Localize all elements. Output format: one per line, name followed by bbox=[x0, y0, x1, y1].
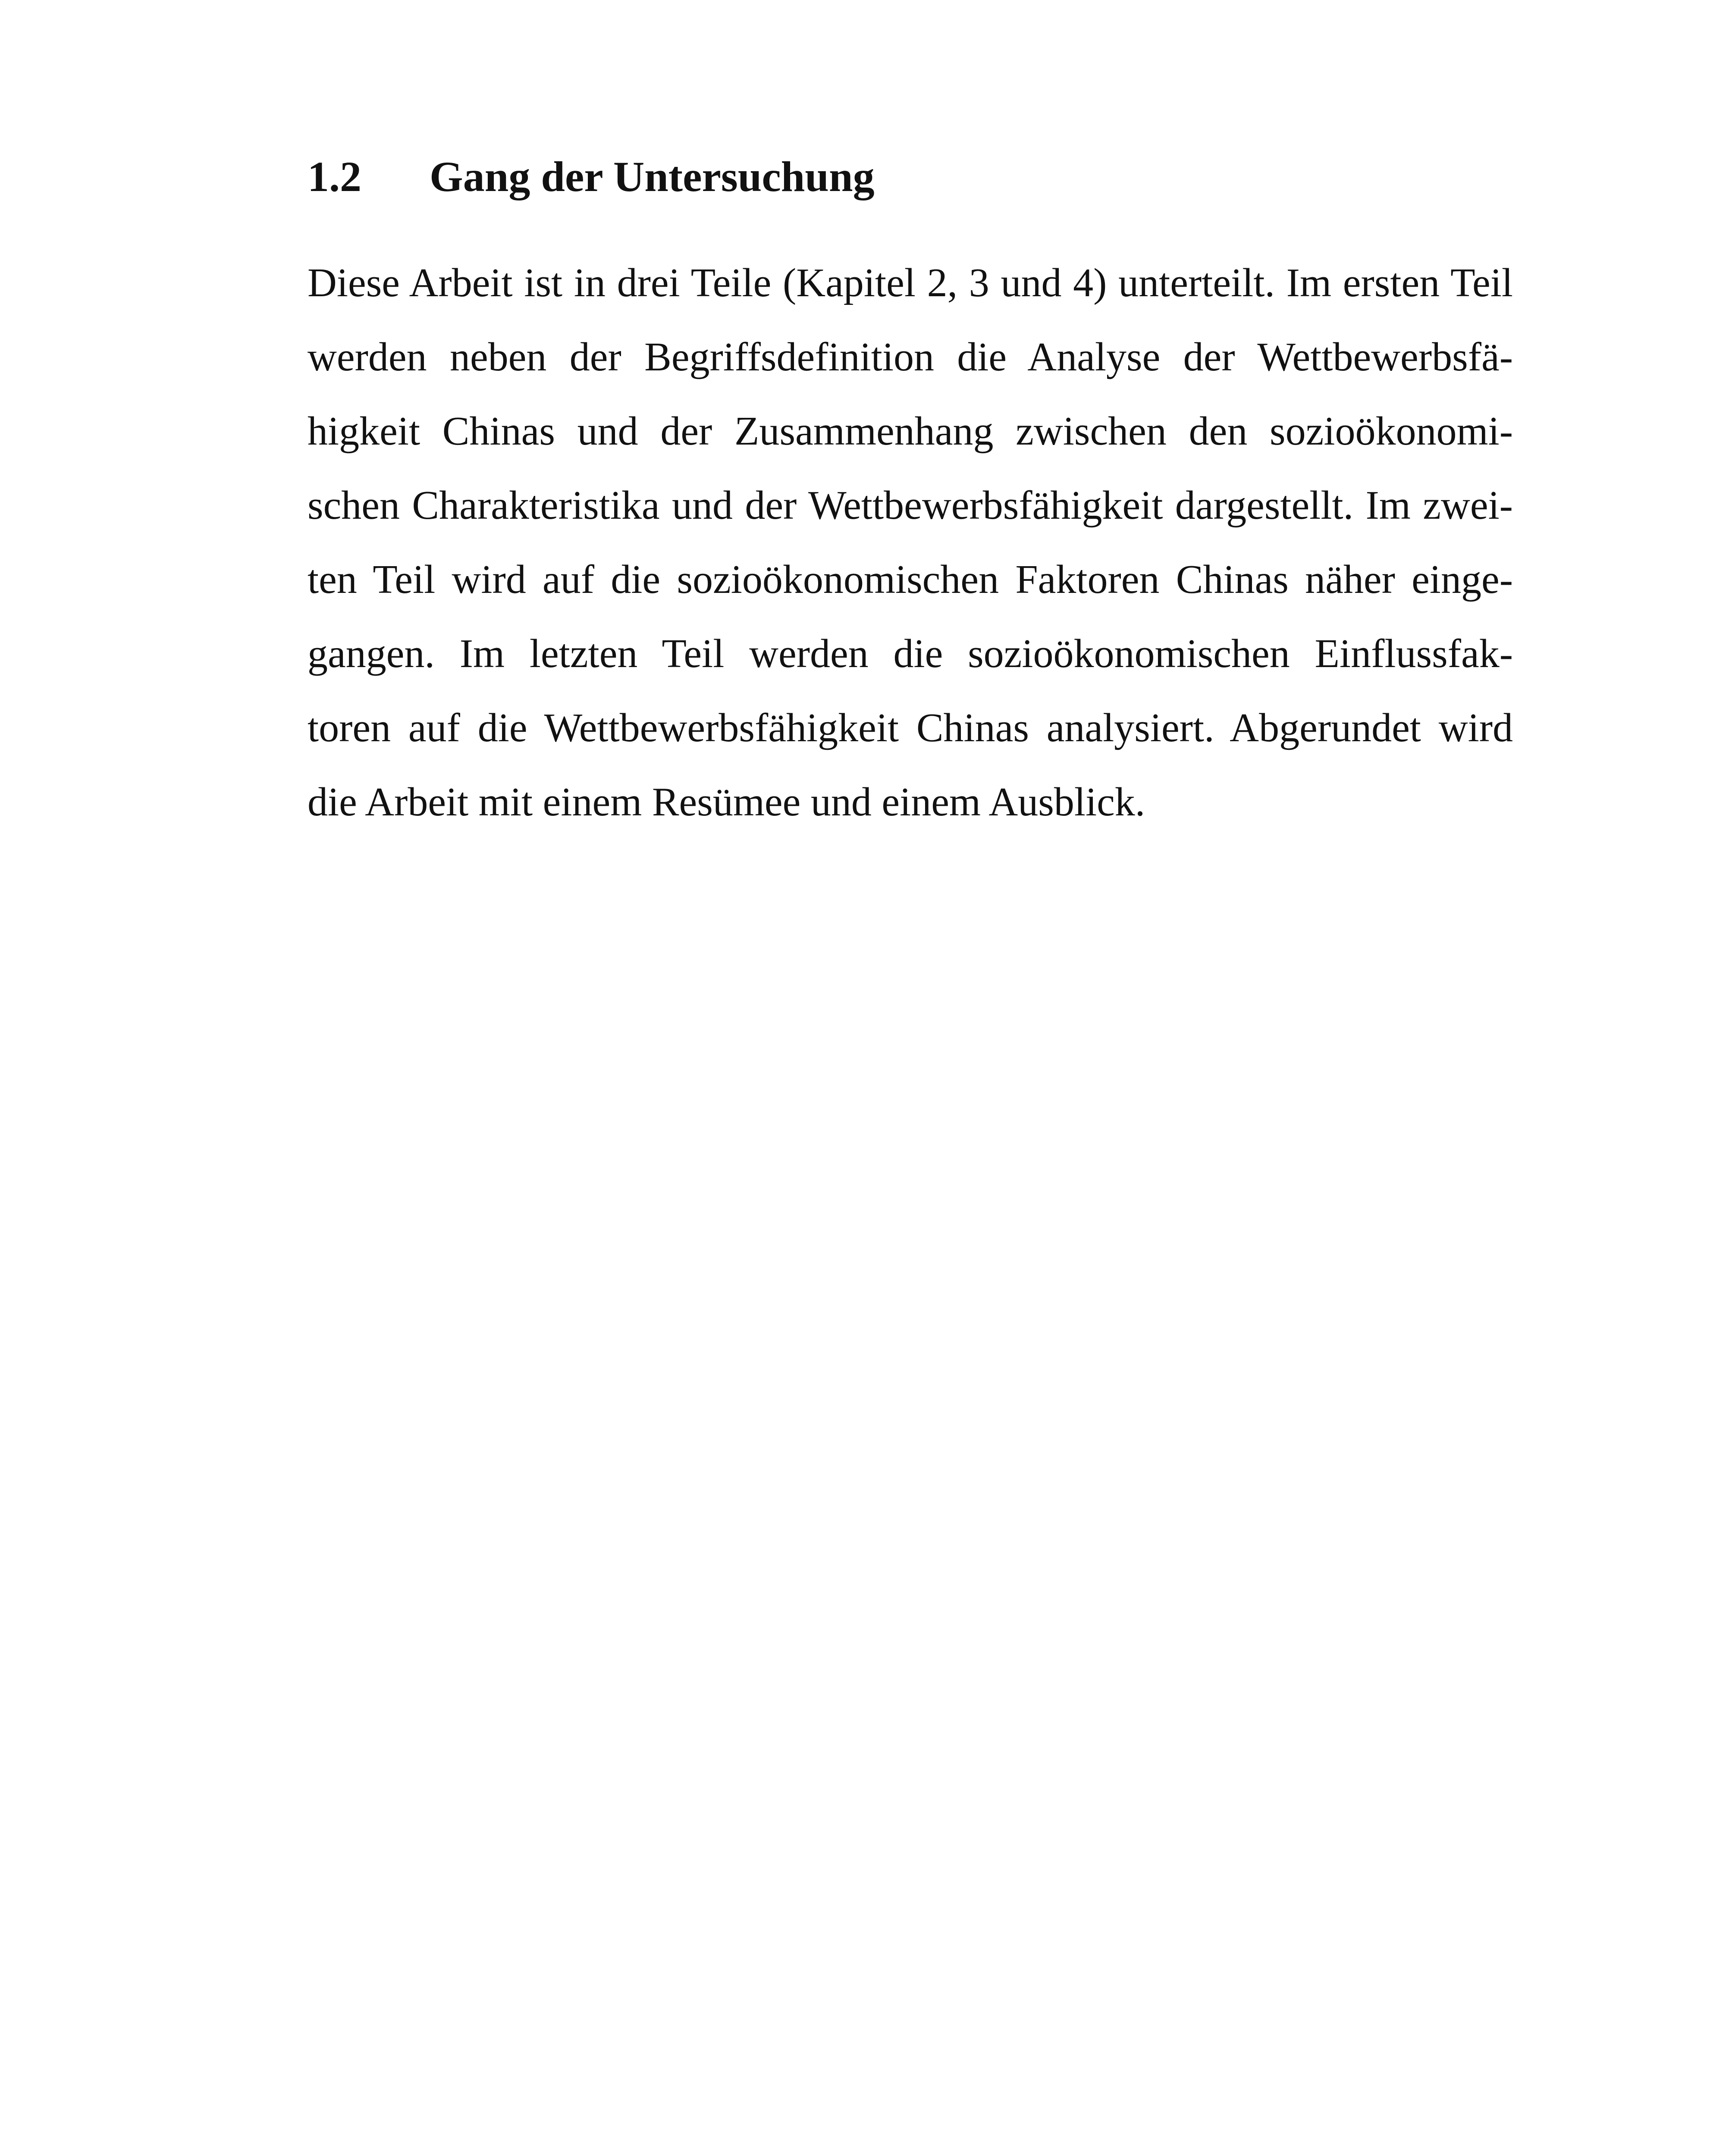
paragraph-line: die Arbeit mit einem Resümee und einem Ausblick. bbox=[307, 780, 1145, 824]
paragraph-line: Diese Arbeit ist in drei Teile (Kapitel 2, 3 und 4) unterteilt. Im ersten Teil bbox=[307, 260, 1513, 305]
paragraph-line: ten Teil wird auf die sozioökonomischen Faktoren Chinas näher einge- bbox=[307, 557, 1513, 602]
section-title: Gang der Untersuchung bbox=[430, 153, 875, 201]
paragraph-line: higkeit Chinas und der Zusammenhang zwischen den sozioökonomi- bbox=[307, 409, 1513, 454]
paragraph-line: toren auf die Wettbewerbsfähigkeit Chinas analysiert. Abgerundet wird bbox=[307, 705, 1513, 750]
paragraph-line: schen Charakteristika und der Wettbewerbsfähigkeit dargestellt. Im zwei- bbox=[307, 483, 1513, 528]
paragraph-line: gangen. Im letzten Teil werden die sozioökonomischen Einflussfak- bbox=[307, 631, 1513, 676]
section-heading bbox=[307, 149, 875, 205]
body-paragraph bbox=[307, 254, 1513, 848]
paragraph-line: werden neben der Begriffsdefinition die Analyse der Wettbewerbsfä- bbox=[307, 335, 1513, 379]
section-number: 1.2 bbox=[307, 153, 361, 201]
